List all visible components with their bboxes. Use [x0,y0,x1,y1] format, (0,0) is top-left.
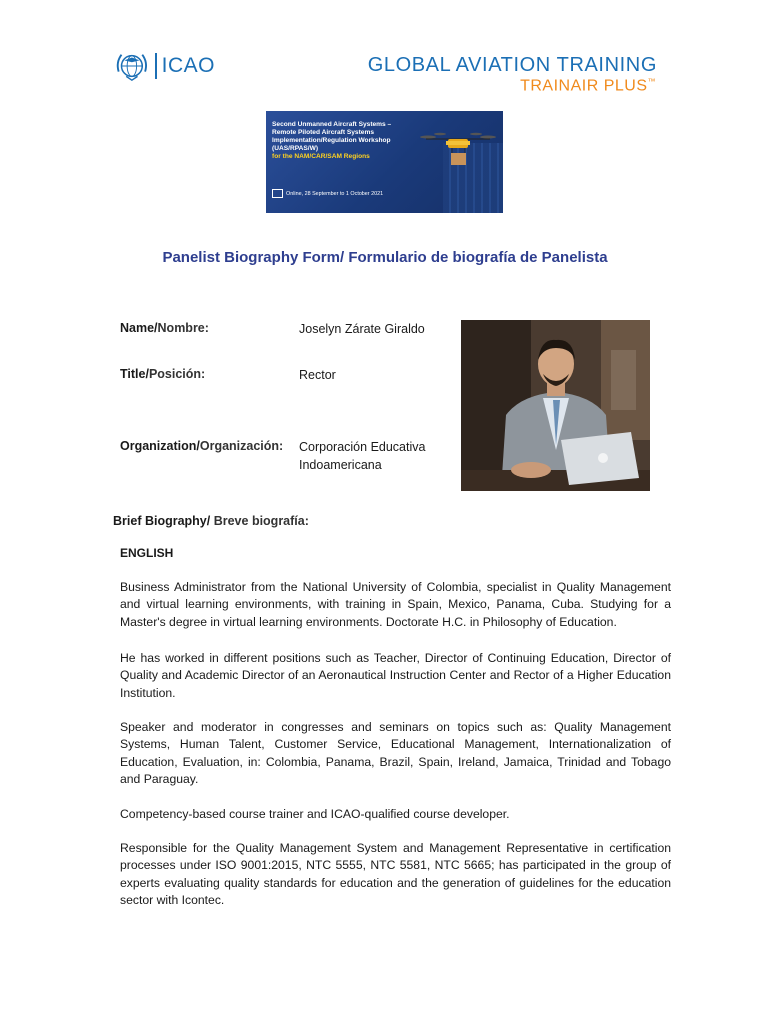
title-value: Rector [299,368,336,382]
title-label-es: Posición: [148,367,206,381]
banner-line: Second Unmanned Aircraft Systems – [272,121,392,128]
biography-paragraph: He has worked in different positions such as Teacher, Director of Continuing Education, Director of Quality and Academic Director of an Aeronautical Instruction Center and Rector of a Higher Education Institution. [120,651,671,700]
biography-paragraph: Speaker and moderator in congresses and seminars on topics such as: Quality Management Systems, Human Talent, Customer Service, Educational Management, Internationalization of Education, Evaluation, in: Colombia, Panama, Brazil, Spain, Ireland, Jamaica, Trinidad and Tobago and Paraguay. [120,720,671,787]
language-heading: ENGLISH [120,546,174,560]
banner-date [272,189,383,198]
icao-wordmark: ICAO [161,54,215,77]
organization-label-en: Organization/ [120,439,200,453]
organization-value [299,438,425,474]
title-label [120,367,205,381]
organization-value-line: Indoamericana [299,458,382,472]
name-value: Joselyn Zárate Giraldo [299,322,425,336]
icao-logo [113,43,215,89]
biography-label [113,514,309,528]
biography-paragraph: Business Administrator from the National University of Colombia, specialist in Quality Management and virtual learning environments, with training in Spain, Mexico, Panama, Cuba. Studying for a Master's degree in virtual learning environments. Doctorate H.C. in Philosophy of Education. [120,580,671,629]
program-subtitle-text: TRAINAIR PLUS [520,77,648,95]
name-label [120,321,209,335]
biography-paragraph: Responsible for the Quality Management System and Management Representative in certification processes under ISO 9001:2015, NTC 5555, NTC 5581, NTC 5665; has participated in the group of experts evaluating quality standards for education and the generation of guidelines for the education sector with Icontec. [120,841,671,908]
banner-line: Remote Piloted Aircraft Systems [272,129,374,136]
organization-value-line: Corporación Educativa [299,440,426,454]
name-label-en: Name/ [120,321,158,335]
name-label-es: Nombre: [157,321,209,335]
program-title: GLOBAL AVIATION TRAINING [367,54,657,76]
title-label-en: Title/ [120,367,149,381]
banner-text [272,121,432,161]
panelist-photo [461,320,650,491]
program-subtitle [520,77,656,95]
biography-label-es: Breve biografía: [213,514,309,528]
logo-divider [155,53,157,79]
banner-date-text: Online, 28 September to 1 October 2021 [286,190,384,197]
form-title: Panelist Biography Form/ Formulario de biografía de Panelista [162,249,608,266]
monitor-icon [272,189,283,198]
icao-emblem-icon [113,46,151,86]
workshop-banner [266,111,503,213]
biography-paragraph: Competency-based course trainer and ICAO-qualified course developer. [120,807,510,821]
biography-label-en: Brief Biography/ [113,514,214,528]
banner-region-line: for the NAM/CAR/SAM Regions [272,153,370,160]
organization-label-es: Organización: [199,439,284,453]
organization-label [120,439,283,453]
banner-line: (UAS/RPAS/W) [272,145,319,152]
trademark-symbol: ™ [647,77,656,86]
banner-line: Implementation/Regulation Workshop [272,137,391,144]
